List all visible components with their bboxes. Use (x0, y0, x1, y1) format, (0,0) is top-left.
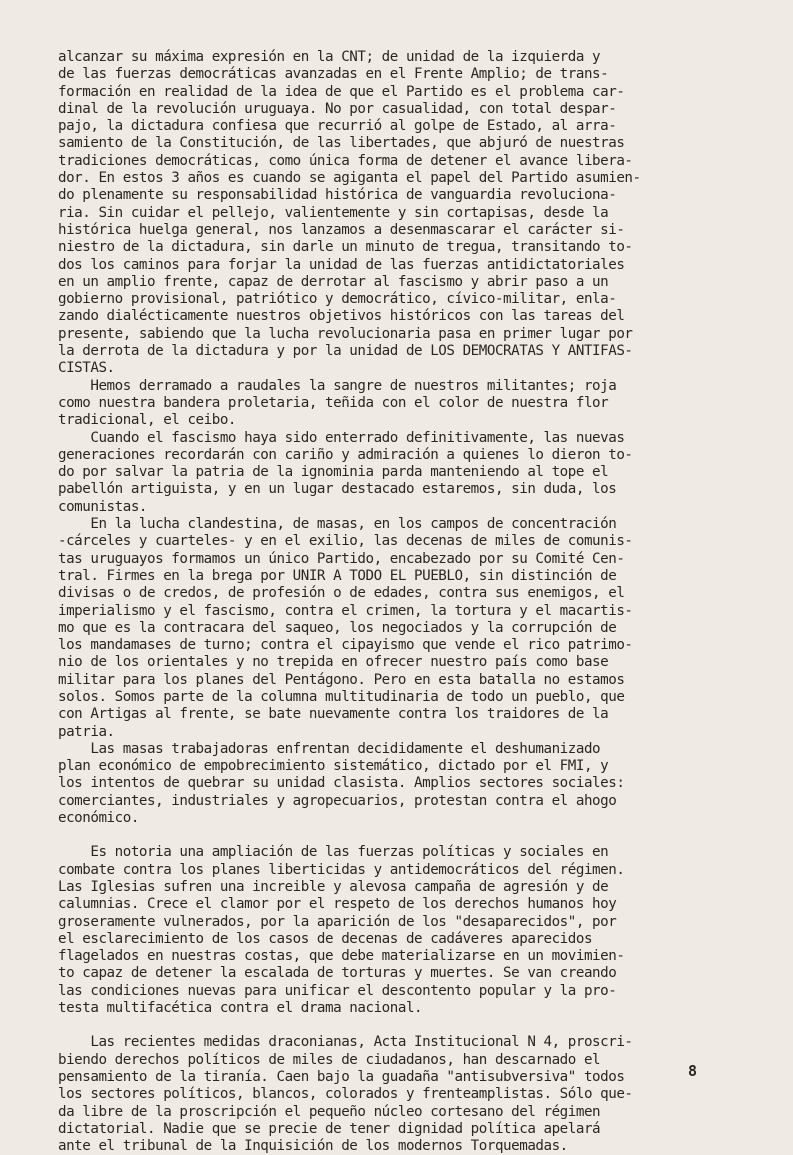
text-line: Las recientes medidas draconianas, Acta Institucional N 4, proscri- (58, 1034, 633, 1051)
page-number: 8 (688, 1062, 698, 1080)
text-line: testa multifacética contra el drama nacional. (58, 1000, 423, 1017)
text-line: niestro de la dictadura, sin darle un minuto de tregua, transitando to- (58, 239, 633, 256)
text-line: da libre de la proscripción el pequeño núcleo cortesano del régimen (58, 1103, 601, 1120)
text-line: los mandamases de turno; contra el cipayismo que vende el rico patrimo- (58, 637, 633, 654)
text-line: plan económico de empobrecimiento sistemático, dictado por el FMI, y (58, 758, 609, 775)
text-line: económico. (58, 810, 139, 827)
text-line: ria. Sin cuidar el pellejo, valientemente y sin cortapisas, desde la (58, 204, 609, 221)
text-line: de las fuerzas democráticas avanzadas en el Frente Amplio; de trans- (58, 66, 609, 83)
text-line: divisas o de credos, de profesión o de edades, contra sus enemigos, el (58, 585, 625, 602)
text-line: dos los caminos para forjar la unidad de las fuerzas antidictatoriales (58, 256, 625, 273)
text-line: Es notoria una ampliación de las fuerzas políticas y sociales en (58, 844, 609, 861)
text-line: los sectores políticos, blancos, colorados y frenteamplistas. Sólo que- (58, 1086, 633, 1103)
text-line: Hemos derramado a raudales la sangre de nuestros militantes; roja (58, 377, 617, 394)
paragraph-gap (58, 827, 753, 844)
text-line: tas uruguayos formamos un único Partido, encabezado por su Comité Cen- (58, 550, 625, 567)
text-line: groseramente vulnerados, por la aparición de los "desaparecidos", por (58, 913, 617, 930)
text-line: Las masas trabajadoras enfrentan decididamente el deshumanizado (58, 740, 601, 757)
text-line: patria. (58, 723, 115, 740)
text-line: generaciones recordarán con cariño y admiración a quienes lo dieron to- (58, 446, 633, 463)
text-line: gobierno provisional, patriótico y democrático, cívico-militar, enla- (58, 291, 617, 308)
text-line: CISTAS. (58, 360, 115, 377)
text-line: en un amplio frente, capaz de derrotar al fascismo y abrir paso a un (58, 273, 609, 290)
text-line: calumnias. Crece el clamor por el respeto de los derechos humanos hoy (58, 896, 617, 913)
text-line: do plenamente su responsabilidad histórica de vanguardia revoluciona- (58, 187, 617, 204)
text-line: pajo, la dictadura confiesa que recurrió al golpe de Estado, al arra- (58, 118, 617, 135)
text-line: tral. Firmes en la brega por UNIR A TODO EL PUEBLO, sin distinción de (58, 567, 617, 584)
text-line: dictatorial. Nadie que se precie de tener dignidad política apelará (58, 1120, 601, 1137)
text-line: pensamiento de la tiranía. Caen bajo la guadaña "antisubversiva" todos (58, 1068, 625, 1085)
text-line: En la lucha clandestina, de masas, en los campos de concentración (58, 516, 617, 533)
body-text (58, 49, 753, 1155)
text-line: presente, sabiendo que la lucha revolucionaria pasa en primer lugar por (58, 325, 633, 342)
text-line: biendo derechos políticos de miles de ciudadanos, han descarnado el (58, 1051, 601, 1068)
text-line: dinal de la revolución uruguaya. No por casualidad, con total despar- (58, 100, 617, 117)
text-line: los intentos de quebrar su unidad clasista. Amplios sectores sociales: (58, 775, 625, 792)
text-line: mo que es la contracara del saqueo, los negociados y la corrupción de (58, 619, 617, 636)
text-line: do por salvar la patria de la ignominia parda manteniendo al tope el (58, 464, 609, 481)
text-line: el esclarecimiento de los casos de decenas de cadáveres aparecidos (58, 930, 593, 947)
text-line: Cuando el fascismo haya sido enterrado definitivamente, las nuevas (58, 429, 625, 446)
text-line: dor. En estos 3 años es cuando se agiganta el papel del Partido asumien- (58, 170, 641, 187)
text-line: comunistas. (58, 498, 148, 515)
text-line: -cárceles y cuarteles- y en el exilio, las decenas de miles de comunis- (58, 533, 633, 550)
text-line: la derrota de la dictadura y por la unidad de LOS DEMOCRATAS Y ANTIFAS- (58, 343, 633, 360)
text-line: las condiciones nuevas para unificar el descontento popular y la pro- (58, 982, 617, 999)
text-line: tradiciones democráticas, como única forma de detener el avance libera- (58, 152, 633, 169)
text-line: Las Iglesias sufren una increible y alevosa campaña de agresión y de (58, 878, 609, 895)
text-line: ante el tribunal de la Inquisición de los modernos Torquemadas. (58, 1138, 568, 1155)
text-line: con Artigas al frente, se bate nuevamente contra los traidores de la (58, 706, 609, 723)
text-line: comerciantes, industriales y agropecuarios, protestan contra el ahogo (58, 792, 617, 809)
text-line: como nuestra bandera proletaria, teñida con el color de nuestra flor (58, 394, 609, 411)
text-line: combate contra los planes liberticidas y antidemocráticos del régimen. (58, 861, 625, 878)
text-line: militar para los planes del Pentágono. Pero en esta batalla no estamos (58, 671, 625, 688)
text-line: to capaz de detener la escalada de torturas y muertes. Se van creando (58, 965, 617, 982)
text-line: formación en realidad de la idea de que el Partido es el problema car- (58, 83, 625, 100)
text-line: pabellón artiguista, y en un lugar destacado estaremos, sin duda, los (58, 481, 617, 498)
text-line: samiento de la Constitución, de las libertades, que abjuró de nuestras (58, 135, 625, 152)
text-line: flagelados en nuestras costas, que debe materializarse en un movimien- (58, 948, 625, 965)
text-line: histórica huelga general, nos lanzamos a desenmascarar el carácter si- (58, 221, 625, 238)
text-line: nio de los orientales y no trepida en ofrecer nuestro país como base (58, 654, 609, 671)
text-line: tradicional, el ceibo. (58, 412, 237, 429)
text-line: zando dialécticamente nuestros objetivos históricos con las tareas del (58, 308, 625, 325)
paragraph-gap (58, 1017, 753, 1034)
text-line: imperialismo y el fascismo, contra el crimen, la tortura y el macartis- (58, 602, 633, 619)
text-line: alcanzar su máxima expresión en la CNT; de unidad de la izquierda y (58, 49, 601, 65)
text-line: solos. Somos parte de la columna multitudinaria de todo un pueblo, que (58, 688, 625, 705)
